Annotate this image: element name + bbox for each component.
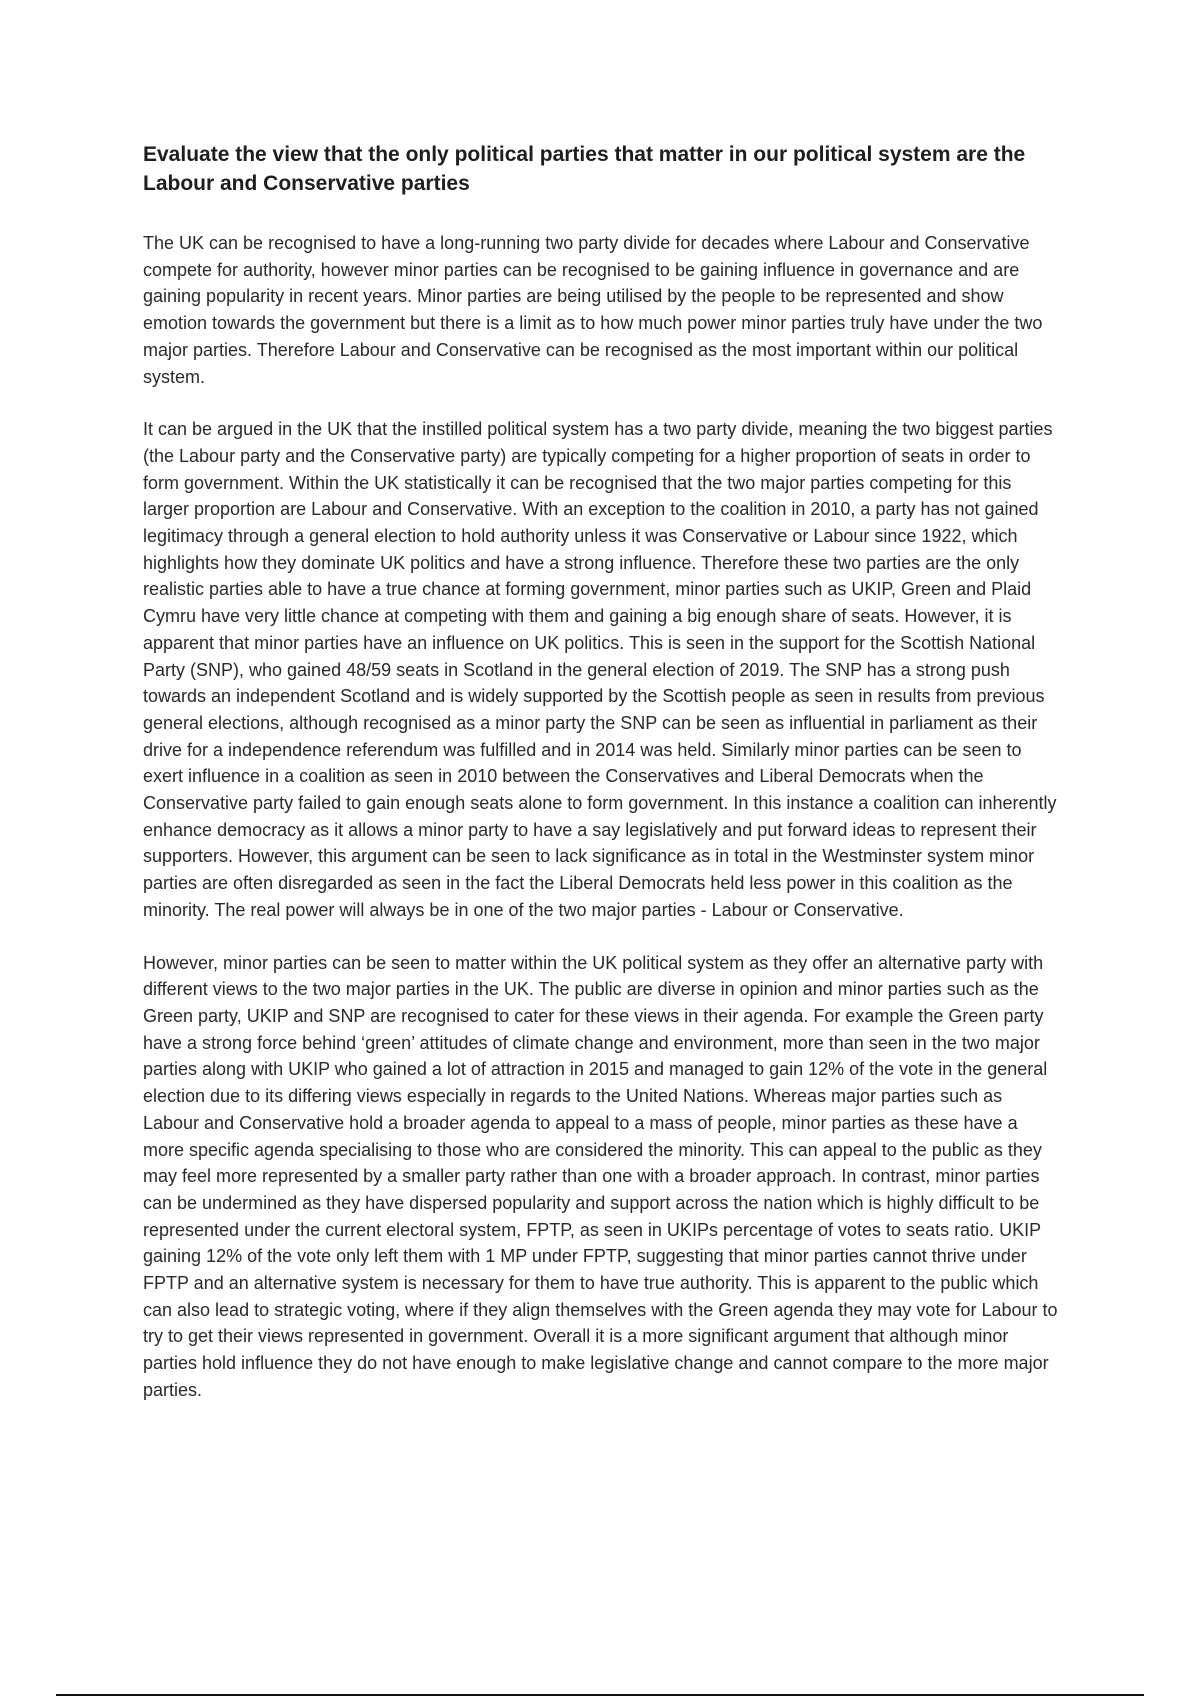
footer-divider (56, 1694, 1144, 1696)
paragraph-introduction: The UK can be recognised to have a long-running two party divide for decades where Labour and Conservative compete for authority, however minor parties can be recognised to be gaining influence in governance and are gaining popularity in recent years. Minor parties are being utilised by the people to be represented and show emotion towards the government but there is a limit as to how much power minor parties truly have under the two major parties. Therefore Labour and Conservative can be recognised as the most important within our political system. (143, 233, 1043, 387)
document-body (143, 140, 1061, 1430)
essay-title: Evaluate the view that the only political parties that matter in our political system are the Labour and Conservative parties (143, 143, 1026, 195)
paragraph-two-party-argument: It can be argued in the UK that the instilled political system has a two party divide, meaning the two biggest parties (the Labour party and the Conservative party) are typically competing for a higher proportion of seats in order to form government. Within the UK statistically it can be recognised that the two major parties competing for this larger proportion are Labour and Conservative. With an exception to the coalition in 2010, a party has not gained legitimacy through a general election to hold authority unless it was Conservative or Labour since 1922, which highlights how they dominate UK politics and have a strong influence. Therefore these two parties are the only realistic parties able to have a true chance at forming government, minor parties such as UKIP, Green and Plaid Cymru have very little chance at competing with them and gaining a big enough share of seats. However, it is apparent that minor parties have an influence on UK politics. This is seen in the support for the Scottish National Party (SNP), who gained 48/59 seats in Scotland in the general election of 2019. The SNP has a strong push towards an independent Scotland and is widely supported by the Scottish people as seen in results from previous general elections, although recognised as a minor party the SNP can be seen as influential in parliament as their drive for a independence referendum was fulfilled and in 2014 was held. Similarly minor parties can be seen to exert influence in a coalition as seen in 2010 between the Conservatives and Liberal Democrats when the Conservative party failed to gain enough seats alone to form government. In this instance a coalition can inherently enhance democracy as it allows a minor party to have a say legislatively and put forward ideas to represent their supporters. However, this argument can be seen to lack significance as in total in the Westminster system minor parties are often disregarded as seen in the fact the Liberal Democrats held less power in this coalition as the minority. The real power will always be in one of the two major parties - Labour or Conservative. (143, 419, 1057, 920)
paragraph-minor-parties-argument: However, minor parties can be seen to matter within the UK political system as they offer an alternative party with different views to the two major parties in the UK. The public are diverse in opinion and minor parties such as the Green party, UKIP and SNP are recognised to cater for these views in their agenda. For example the Green party have a strong force behind ‘green’ attitudes of climate change and environment, more than seen in the two major parties along with UKIP who gained a lot of attraction in 2015 and managed to gain 12% of the vote in the general election due to its differing views especially in regards to the United Nations. Whereas major parties such as Labour and Conservative hold a broader agenda to appeal to a mass of people, minor parties as these have a more specific agenda specialising to those who are considered the minority. This can appeal to the public as they may feel more represented by a smaller party rather than one with a broader approach. In contrast, minor parties can be undermined as they have dispersed popularity and support across the nation which is highly difficult to be represented under the current electoral system, FPTP, as seen in UKIPs percentage of votes to seats ratio. UKIP gaining 12% of the vote only left them with 1 MP under FPTP, suggesting that minor parties cannot thrive under FPTP and an alternative system is necessary for them to have true authority. This is apparent to the public which can also lead to strategic voting, where if they align themselves with the Green agenda they may vote for Labour to try to get their views represented in government. Overall it is a more significant argument that although minor parties hold influence they do not have enough to make legislative change and cannot compare to the more major parties. (143, 952, 1058, 1400)
